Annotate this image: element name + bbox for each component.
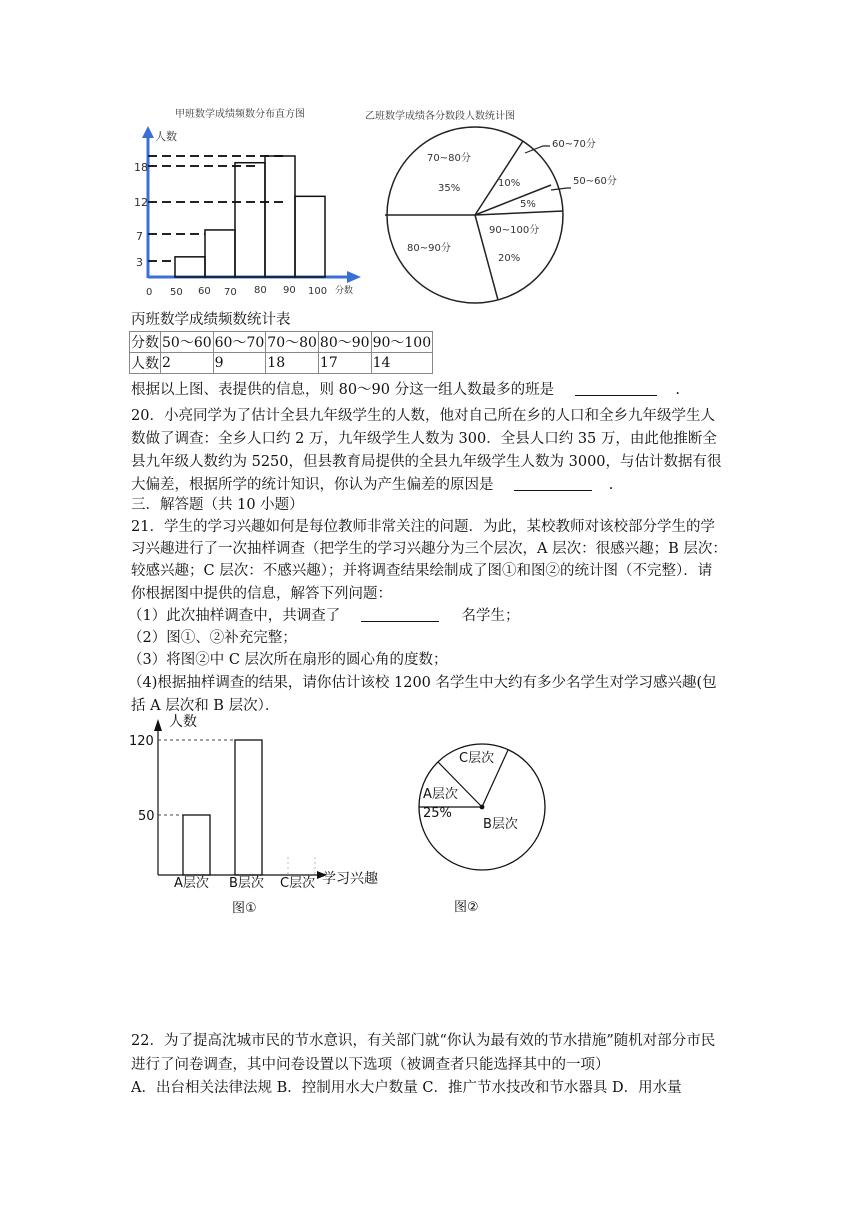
q20-line-2: 数做了调查：全乡人口约 2 万，九年级学生人数为 300．全县人口约 35 万，由此他推断全 bbox=[131, 431, 717, 447]
fig1-y-arrow bbox=[154, 719, 162, 731]
fig1-y-tick-120: 120 bbox=[129, 734, 154, 749]
x-tick-0: 0 bbox=[146, 287, 153, 298]
q21-line-1: 21．学生的学习兴趣如何是每位教师非常关注的问题．为此，某校教师对该校部分学生的学 bbox=[131, 519, 715, 535]
fig1-x-label-a: A层次 bbox=[174, 876, 209, 891]
q22-line-1: 22．为了提高沈城市民的节水意识，有关部门就“你认为最有效的节水措施”随机对部分市民 bbox=[131, 1033, 716, 1049]
table-cell: 90～100 bbox=[371, 332, 433, 353]
table-cell: 18 bbox=[266, 353, 319, 374]
fig1-x-title: 学习兴趣 bbox=[322, 871, 378, 887]
histogram-class-a bbox=[125, 100, 375, 300]
fig2-label-a-pct: 25% bbox=[423, 806, 452, 821]
pie-label-70-80: 70~80分 bbox=[427, 153, 471, 164]
q20-line-1: 20．小亮同学为了估计全县九年级学生的人数，他对自己所在乡的人口和全乡九年级学生人 bbox=[131, 408, 715, 424]
table-row bbox=[130, 332, 433, 353]
pie-label-50-60: 50~60分 bbox=[573, 176, 617, 187]
pie-label-80-90: 80~90分 bbox=[407, 243, 451, 254]
y-tick-18: 18 bbox=[134, 161, 148, 174]
y-axis-label: 人数 bbox=[155, 130, 177, 143]
fig1-x-label-b: B层次 bbox=[229, 876, 264, 891]
q21-part-1 bbox=[128, 606, 519, 626]
y-axis-arrow bbox=[142, 126, 154, 138]
histogram-bar bbox=[205, 230, 235, 277]
fig1-bar bbox=[235, 740, 262, 875]
pie-pct-50-60: 5% bbox=[520, 199, 536, 210]
q21-part-1-end: 名学生； bbox=[461, 608, 520, 624]
q21-line-2: 习兴趣进行了一次抽样调查（把学生的学习兴趣分为三个层次，A 层次：很感兴趣；B 层次： bbox=[131, 541, 727, 557]
q21-part-4a: （4)根据抽样调查的结果，请你估计该校 1200 名学生中大约有多少名学生对学习感兴趣(包 bbox=[128, 675, 717, 691]
fig2-label-c: C层次 bbox=[459, 751, 495, 766]
q21-part-1-text: （1）此次抽样调查中，共调查了 bbox=[128, 608, 341, 624]
table-cell: 80～90 bbox=[318, 332, 371, 353]
fig1-y-label: 人数 bbox=[169, 714, 197, 730]
pie-pct-90-100: 20% bbox=[498, 253, 521, 264]
table-cell: 50～60 bbox=[161, 332, 214, 353]
table-cell: 70～80 bbox=[266, 332, 319, 353]
section-heading: 三．解答题（共 10 小题） bbox=[131, 497, 304, 513]
q21-part-4b: 括 A 层次和 B 层次）． bbox=[131, 698, 280, 714]
q20-text: 大偏差，根据所学的统计知识，你认为产生偏差的原因是 bbox=[131, 477, 494, 493]
table-row bbox=[130, 353, 433, 374]
x-tick-90: 90 bbox=[283, 285, 296, 296]
y-tick-3: 3 bbox=[136, 256, 143, 269]
x-tick-60: 60 bbox=[198, 286, 211, 297]
pie-title: 乙班数学成绩各分数段人数统计图 bbox=[365, 111, 515, 122]
fig2-center-dot bbox=[480, 805, 485, 810]
q22-line-2: 进行了问卷调查，其中问卷设置以下选项（被调查者只能选择其中的一项） bbox=[131, 1057, 610, 1073]
q19-text: 根据以上图、表提供的信息，则 80～90 分这一组人数最多的班是 bbox=[131, 382, 555, 398]
q20-answer-blank[interactable] bbox=[514, 476, 592, 491]
pie-label-90-100: 90~100分 bbox=[489, 225, 540, 236]
pie-radius-right bbox=[475, 211, 563, 215]
fig2-label-b: B层次 bbox=[483, 817, 518, 832]
q19-line bbox=[131, 380, 680, 400]
table-cell: 人数 bbox=[130, 353, 161, 374]
q21-part-3: （3）将图②中 C 层次所在扇形的圆心角的度数； bbox=[128, 652, 448, 668]
fig2-caption: 图② bbox=[454, 900, 479, 915]
fig1-bars bbox=[183, 740, 262, 875]
table-cell: 9 bbox=[213, 353, 266, 374]
histogram-bar bbox=[235, 163, 265, 277]
x-tick-100: 100 bbox=[308, 286, 328, 297]
fig2-label-a: A层次 bbox=[423, 787, 458, 802]
fig1-bar bbox=[183, 815, 210, 875]
y-tick-7: 7 bbox=[136, 230, 143, 243]
q22-line-3: A．出台相关法律法规 B．控制用水大户数量 C．推广节水技改和节水器具 D．用水量 bbox=[131, 1080, 682, 1096]
table-cell: 2 bbox=[161, 353, 214, 374]
fig1-x-label-c: C层次 bbox=[280, 876, 316, 891]
histogram-bar bbox=[265, 156, 295, 277]
table-cell: 分数 bbox=[130, 332, 161, 353]
q20-line-3: 县九年级人数约为 5250，但县教育局提供的全县九年级学生人数为 3000，与估计数据有很 bbox=[131, 454, 722, 470]
q19-answer-blank[interactable] bbox=[575, 381, 657, 396]
fig1-caption: 图① bbox=[232, 901, 257, 916]
bar-chart-figure-1 bbox=[125, 705, 395, 920]
histogram-bar bbox=[295, 196, 325, 277]
x-tick-80: 80 bbox=[254, 285, 267, 296]
pie-pct-60-70: 10% bbox=[498, 178, 521, 189]
pie-chart-figure-2 bbox=[405, 725, 565, 920]
x-axis-arrow bbox=[347, 271, 361, 283]
q20-line-4 bbox=[131, 475, 613, 495]
q20-end: . bbox=[608, 477, 614, 493]
table-cell: 14 bbox=[371, 353, 433, 374]
pie-label-60-70: 60~70分 bbox=[552, 139, 596, 150]
q21-part-2: （2）图①、②补充完整； bbox=[128, 630, 297, 646]
callout-50-60 bbox=[551, 188, 571, 190]
histogram-bar bbox=[175, 257, 205, 277]
pie-radius-mid bbox=[475, 185, 551, 215]
q21-line-4: 你根据图中提供的信息，解答下列问题： bbox=[131, 586, 392, 602]
table-cell: 60～70 bbox=[213, 332, 266, 353]
histogram-title: 甲班数学成绩频数分布直方图 bbox=[175, 109, 305, 120]
table-caption: 丙班数学成绩频数统计表 bbox=[131, 312, 291, 328]
callout-60-70 bbox=[525, 146, 550, 153]
x-tick-70: 70 bbox=[224, 287, 237, 298]
q21-answer-blank[interactable] bbox=[361, 607, 439, 622]
x-tick-50: 50 bbox=[170, 287, 183, 298]
table-cell: 17 bbox=[318, 353, 371, 374]
q21-line-3: 较感兴趣；C 层次：不感兴趣）；并将调查结果绘制成了图①和图②的统计图（不完整）．请 bbox=[131, 563, 713, 579]
q19-end: . bbox=[675, 382, 680, 398]
y-tick-12: 12 bbox=[134, 196, 148, 209]
pie-chart-class-b bbox=[365, 100, 635, 305]
histogram-bars bbox=[175, 156, 325, 277]
frequency-table bbox=[129, 331, 433, 374]
x-axis-label: 分数 bbox=[335, 286, 354, 296]
pie-pct-70-80: 35% bbox=[438, 183, 461, 194]
fig1-y-tick-50: 50 bbox=[138, 809, 155, 824]
